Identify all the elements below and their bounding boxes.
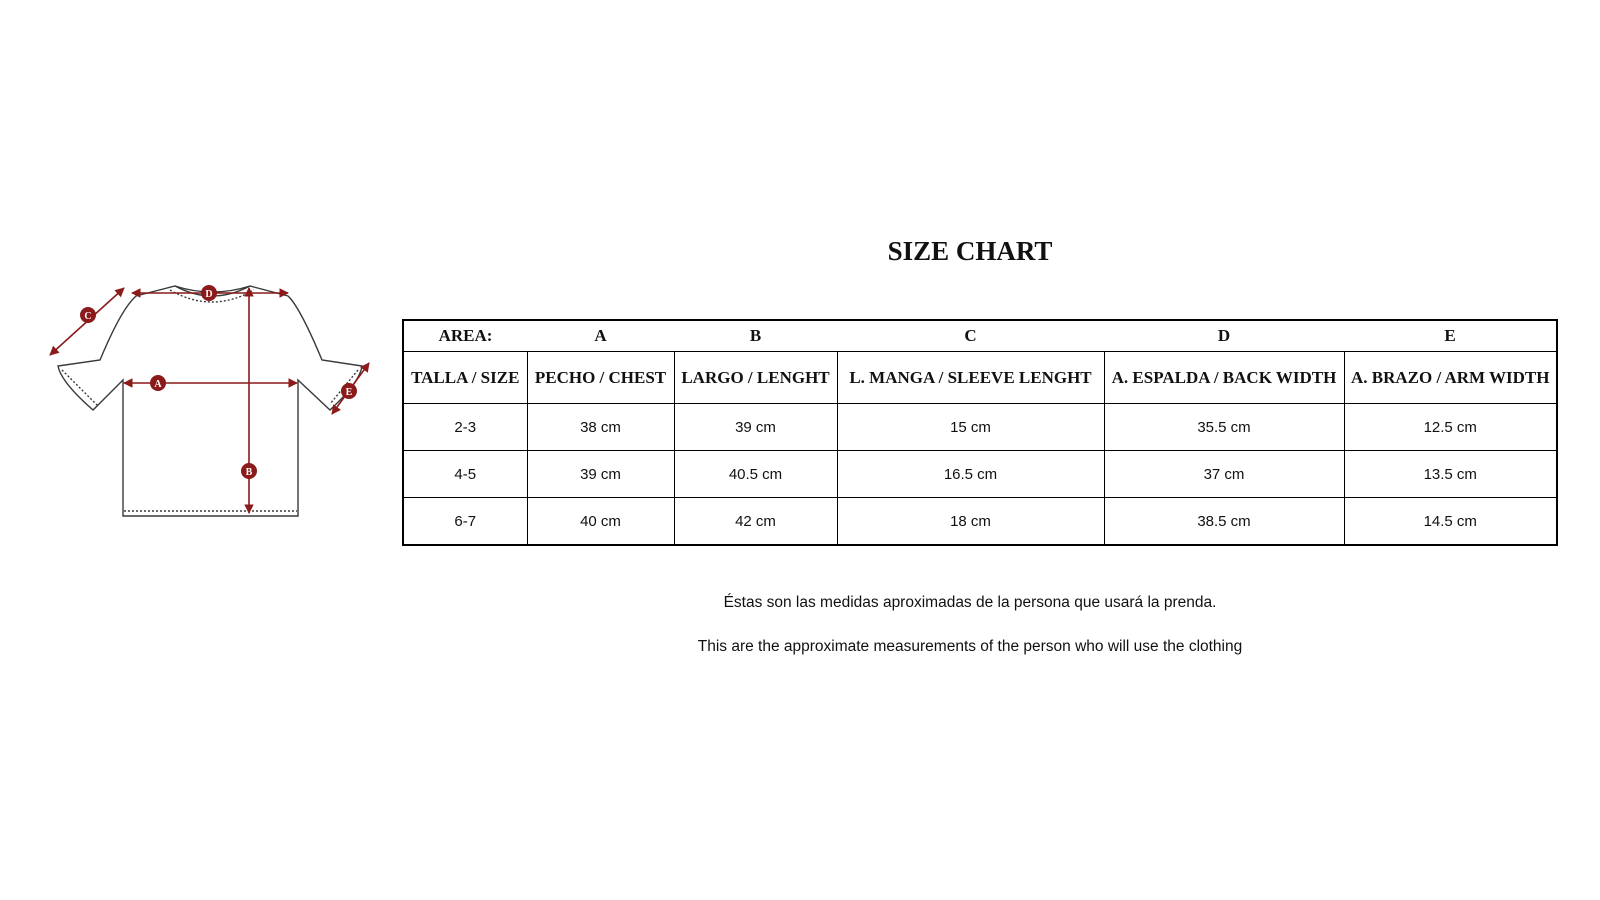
- measurement-lines: [50, 288, 369, 513]
- cell-arm-width: 13.5 cm: [1344, 451, 1557, 498]
- cell-chest: 40 cm: [527, 498, 674, 546]
- cell-back-width: 35.5 cm: [1104, 404, 1344, 451]
- cell-back-width: 37 cm: [1104, 451, 1344, 498]
- area-b: B: [674, 320, 837, 352]
- cell-length: 40.5 cm: [674, 451, 837, 498]
- cell-length: 42 cm: [674, 498, 837, 546]
- table-row: [403, 404, 1557, 451]
- header-length: LARGO / LENGHT: [674, 352, 837, 404]
- header-chest: PECHO / CHEST: [527, 352, 674, 404]
- cell-back-width: 38.5 cm: [1104, 498, 1344, 546]
- area-e: E: [1344, 320, 1557, 352]
- header-size: TALLA / SIZE: [403, 352, 527, 404]
- marker-a: [150, 375, 166, 391]
- marker-b: [241, 463, 257, 479]
- page-title: SIZE CHART: [887, 236, 1053, 266]
- svg-text:D: D: [205, 289, 213, 300]
- cell-sleeve-length: 16.5 cm: [837, 451, 1104, 498]
- cell-size: 6-7: [403, 498, 527, 546]
- marker-c: [80, 307, 96, 323]
- table-row: [403, 451, 1557, 498]
- cell-sleeve-length: 18 cm: [837, 498, 1104, 546]
- area-d: D: [1104, 320, 1344, 352]
- svg-text:E: E: [345, 387, 353, 398]
- cell-sleeve-length: 15 cm: [837, 404, 1104, 451]
- marker-d: [201, 285, 217, 301]
- area-label: AREA:: [403, 320, 527, 352]
- table-row: [403, 498, 1557, 546]
- header-arm-width: A. BRAZO / ARM WIDTH: [1344, 352, 1557, 404]
- svg-text:A: A: [154, 379, 162, 390]
- header-sleeve-length: L. MANGA / SLEEVE LENGHT: [837, 352, 1104, 404]
- cell-size: 2-3: [403, 404, 527, 451]
- size-table: [402, 319, 1558, 546]
- cell-arm-width: 14.5 cm: [1344, 498, 1557, 546]
- cell-length: 39 cm: [674, 404, 837, 451]
- tshirt-measurement-diagram: [40, 272, 380, 537]
- cell-chest: 39 cm: [527, 451, 674, 498]
- header-back-width: A. ESPALDA / BACK WIDTH: [1104, 352, 1344, 404]
- cell-size: 4-5: [403, 451, 527, 498]
- svg-text:B: B: [245, 467, 253, 478]
- svg-text:C: C: [84, 311, 92, 322]
- cell-arm-width: 12.5 cm: [1344, 404, 1557, 451]
- area-a: A: [527, 320, 674, 352]
- header-row: [403, 352, 1557, 404]
- tshirt-outline: [58, 286, 362, 516]
- area-c: C: [837, 320, 1104, 352]
- marker-e: [341, 383, 357, 399]
- note-spanish: Éstas son las medidas aproximadas de la persona que usará la prenda.: [723, 594, 1217, 611]
- note-english: This are the approximate measurements of the person who will use the clothing: [697, 638, 1243, 655]
- area-row: [403, 320, 1557, 352]
- cell-chest: 38 cm: [527, 404, 674, 451]
